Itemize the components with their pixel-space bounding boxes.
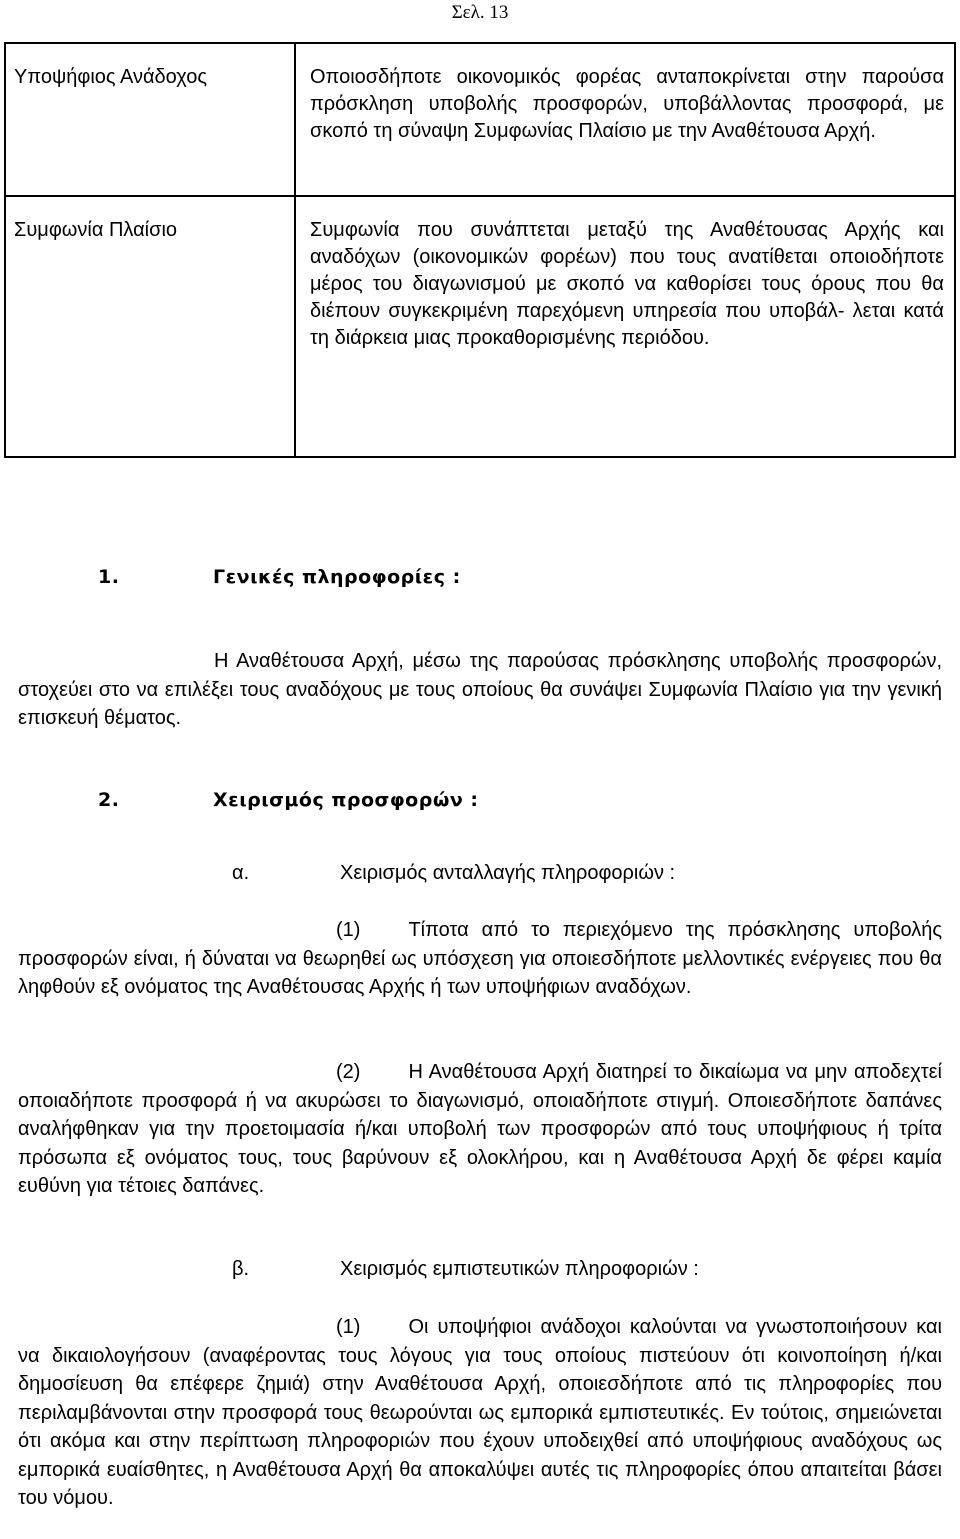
subsection-a-item-1 — [18, 916, 942, 1002]
item-text: Οι υποψήφιοι ανάδοχοι καλούνται να γνωστοποιήσουν και να δικαιολογήσουν (αναφέροντας τους λόγους για τους οποίους πιστεύουν ότι κοινοποίηση ή/και δημοσίευση θα επέφερε ζημιά) στην Αναθέτουσα Αρχή, οποιεσδήποτε από τις πληροφορίες που περιλαμβάνονται στην προσφορά τους θεωρούνται ως εμπορικά εμπιστευτικές. Εν τούτοις, σημειώνεται ότι ακόμα και στην περίπτωση πληροφοριών που έχουν υποδειχθεί από υποψήφιους αναδόχους ως εμπορικά ευαίσθητες, η Αναθέτουσα Αρχή θα αποκαλύψει αυτές τις πληροφορίες όπου απαιτείται βάσει του νόμου. — [18, 1316, 942, 1509]
definitions-table — [4, 42, 956, 458]
subsection-title: Χειρισμός ανταλλαγής πληροφοριών : — [340, 862, 676, 884]
item-text: Η Αναθέτουσα Αρχή διατηρεί το δικαίωμα να μην αποδεχτεί οποιαδήποτε προσφορά ή να ακυρώσει το διαγωνισμό, οποιαδήποτε στιγμή. Οποιεσδήποτε δαπάνες αναλήφθηκαν για την προετοιμασία ή/και υποβολή των προσφορών από τους υποψήφιους ή τρίτα πρόσωπα εξ ονόματος τους, τους βαρύνουν εξ ολοκλήρου, και η Αναθέτουσα Αρχή δε φέρει καμία ευθύνη για τέτοιες δαπάνες. — [18, 1061, 942, 1197]
subsection-label: β. — [232, 1258, 250, 1280]
section-title: Γενικές πληροφορίες : — [213, 566, 461, 588]
section-title: Χειρισμός προσφορών : — [213, 789, 479, 811]
definition-row — [5, 43, 955, 196]
definition-term: Συμφωνία Πλαίσιο — [5, 196, 295, 457]
definition-row — [5, 196, 955, 457]
subsection-a-item-2 — [18, 1058, 942, 1201]
section-1-paragraph — [18, 647, 942, 733]
definition-term: Υποψήφιος Ανάδοχος — [5, 43, 295, 196]
item-number: (2) — [336, 1061, 361, 1083]
item-number: (1) — [336, 1316, 361, 1338]
item-text: Τίποτα από το περιεχόμενο της πρόσκλησης υποβολής προσφορών είναι, ή δύναται να θεωρηθεί ως υπόσχεση για οποιεσδήποτε μελλοντικές ενέργειες που θα ληφθούν εξ ονόματος της Αναθέτουσας Αρχής ή των υποψήφιων αναδόχων. — [18, 919, 942, 998]
item-number: (1) — [336, 919, 361, 941]
subsection-title: Χειρισμός εμπιστευτικών πληροφοριών : — [340, 1258, 699, 1280]
page-number: Σελ. 13 — [451, 2, 509, 23]
subsection-label: α. — [232, 862, 250, 884]
section-number: 2. — [98, 789, 120, 811]
subsection-b-item-1 — [18, 1313, 942, 1513]
section-number: 1. — [98, 566, 120, 588]
definition-text: Οποιοσδήποτε οικονομικός φορέας ανταποκρίνεται στην παρούσα πρόσκληση υποβολής προσφορών, υποβάλλοντας προσφορά, με σκοπό τη σύναψη Συμφωνίας Πλαίσιο με την Αναθέτουσα Αρχή. — [295, 43, 955, 196]
definition-text: Συμφωνία που συνάπτεται μεταξύ της Αναθέτουσας Αρχής και αναδόχων (οικονομικών φορέων) που τους ανατίθεται οποιοδήποτε μέρος του διαγωνισμού με σκοπό να καθορίσει τους όρους που θα διέπουν συγκεκριμένη παρεχόμενη υπηρεσία που υποβάλ- λεται κατά τη διάρκεια μιας προκαθορισμένης περιόδου. — [295, 196, 955, 457]
paragraph-text: Η Αναθέτουσα Αρχή, μέσω της παρούσας πρόσκλησης υποβολής προσφορών, στοχεύει στο να επιλέξει τους αναδόχους με τους οποίους θα συνάψει Συμφωνία Πλαίσιο για την γενική επισκευή θέματος. — [18, 650, 942, 729]
